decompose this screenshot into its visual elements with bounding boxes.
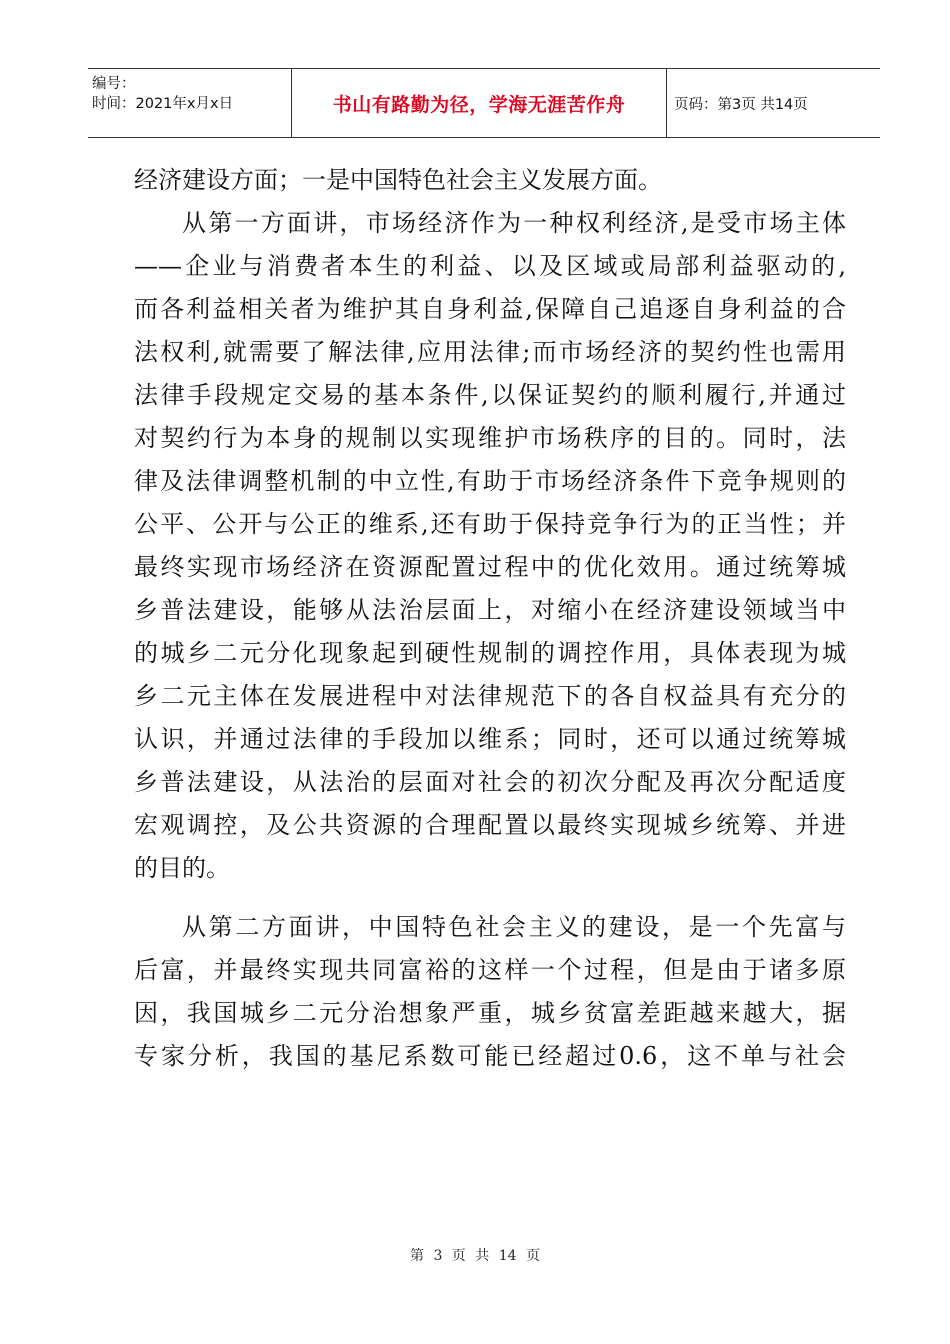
body-line: 公平、公开与公正的维系,还有助于保持竞争行为的正当性；并 <box>134 510 846 538</box>
paragraph-gap <box>134 890 846 906</box>
document-date: 时间：2021年x月x日 <box>92 96 234 112</box>
header-page-cell <box>667 69 880 137</box>
body-line: 专家分析，我国的基尼系数可能已经超过0.6，这不单与社会 <box>134 1042 846 1070</box>
body-line: 乡普法建设，能够从法治层面上，对缩小在经济建设领域当中 <box>134 596 846 624</box>
body-line: 最终实现市场经济在资源配置过程中的优化效用。通过统筹城 <box>134 553 846 581</box>
document-number-label: 编号： <box>92 76 136 92</box>
body-line: ——企业与消费者本生的利益、以及区域或局部利益驱动的, <box>134 252 846 280</box>
motto-text: 书山有路勤为径，学海无涯苦作舟 <box>332 93 626 116</box>
header-motto-cell <box>291 69 667 137</box>
header-meta <box>88 69 291 137</box>
body-line: 从第一方面讲，市场经济作为一种权利经济,是受市场主体 <box>182 209 846 237</box>
body-line: 从第二方面讲，中国特色社会主义的建设，是一个先富与 <box>182 913 846 941</box>
document-body <box>134 159 846 1078</box>
body-line: 而各利益相关者为维护其自身利益,保障自己追逐自身利益的合 <box>134 295 846 323</box>
page-header <box>88 68 880 138</box>
body-line: 律及法律调整机制的中立性,有助于市场经济条件下竞争规则的 <box>134 467 846 495</box>
body-line: 乡普法建设，从法治的层面对社会的初次分配及再次分配适度 <box>134 768 846 796</box>
body-line: 的城乡二元分化现象起到硬性规制的调控作用，具体表现为城 <box>134 639 846 667</box>
body-line: 经济建设方面；一是中国特色社会主义发展方面。 <box>134 166 662 194</box>
body-line: 法律手段规定交易的基本条件,以保证契约的顺利履行,并通过 <box>134 381 846 409</box>
body-line: 因，我国城乡二元分治想象严重，城乡贫富差距越来越大，据 <box>134 999 846 1027</box>
body-line: 后富，并最终实现共同富裕的这样一个过程，但是由于诸多原 <box>134 956 846 984</box>
body-line: 认识，并通过法律的手段加以维系；同时，还可以通过统筹城 <box>134 725 846 753</box>
body-line: 法权利,就需要了解法律,应用法律;而市场经济的契约性也需用 <box>134 338 846 366</box>
header-page-info: 页码：第3页 共14页 <box>674 96 808 113</box>
body-line: 的目的。 <box>134 854 230 882</box>
body-line: 对契约行为本身的规制以实现维护市场秩序的目的。同时，法 <box>134 424 846 452</box>
body-line: 宏观调控，及公共资源的合理配置以最终实现城乡统筹、并进 <box>134 811 846 839</box>
page-footer: 第 3 页 共 14 页 <box>410 1248 540 1264</box>
body-line: 乡二元主体在发展进程中对法律规范下的各自权益具有充分的 <box>134 682 846 710</box>
